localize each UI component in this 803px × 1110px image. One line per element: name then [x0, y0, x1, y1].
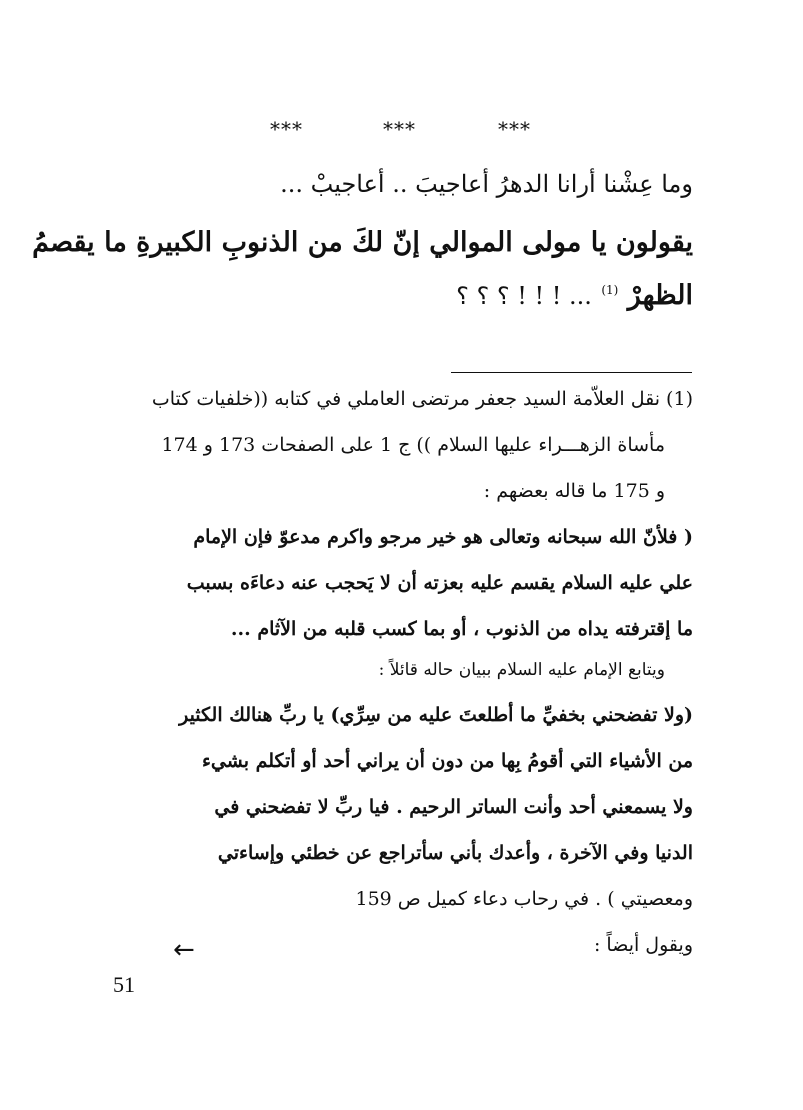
footnote-line-7: ويتابع الإمام عليه السلام ببيان حاله قائلاً :: [378, 660, 665, 680]
stars-group-2: ***: [383, 117, 416, 141]
footnote-line-3: و 175 ما قاله بعضهم :: [483, 480, 665, 502]
footnote-line-8: (ولا تفضحني بخفيِّ ما أطلعتَ عليه من سِرِّي) يا ربِّ هنالك الكثير: [179, 704, 693, 726]
footnote-line-11: الدنيا وفي الآخرة ، وأعدك بأني سأتراجع عن خطئي وإساءتي: [217, 842, 693, 864]
footnote-separator: [451, 372, 692, 373]
footnote-line-4: ( فلأنّ الله سبحانه وتعالى هو خير مرجو واكرم مدعوّ فإن الإمام: [193, 526, 693, 548]
footnote-line-2: مأساة الزهـــراء عليها السلام )) ج 1 على الصفحات 173 و 174: [161, 434, 665, 456]
footnote-line-9: من الأشياء التي أقومُ بِها من دون أن يراني أحد أو أتكلم بشيء: [201, 750, 693, 772]
stars-group-1: ***: [270, 117, 303, 141]
verse-line-3: [93, 280, 693, 311]
footnote-line-10: ولا يسمعني أحد وأنت الساتر الرحيم . فيا ربِّ لا تفضحني في: [214, 796, 693, 818]
footnote-line-5: علي عليه السلام يقسم عليه بعزته أن لا يَحجب عنه دعاءَه بسبب: [186, 572, 693, 594]
stars-group-3: ***: [498, 117, 531, 141]
footnote-line-1: (1) نقل العلاّمة السيد جعفر مرتضى العاملي في كتابه ((خلفيات كتاب: [151, 388, 693, 410]
footnote-line-12: ومعصيتي ) . في رحاب دعاء كميل ص 159: [355, 888, 693, 910]
verse-line-3-tail: ... ! ! ! ؟ ؟ ؟: [456, 282, 592, 310]
verse-line-2: يقولون يا مولى الموالي إنّ لكَ من الذنوبِ الكبيرةِ ما يقصمُ: [32, 227, 693, 258]
continue-arrow-icon: ←: [173, 935, 195, 965]
verse-line-1: وما عِشْنا أرانا الدهرُ أعاجيبَ .. أعاجيبْ ...: [280, 170, 693, 198]
footnote-line-13: ويقول أيضاً :: [593, 934, 693, 956]
verse-line-3-text: الظهرْ: [627, 280, 693, 311]
footnote-marker: (1): [601, 283, 619, 297]
star-separator: [0, 117, 803, 141]
footnote-line-6: ما إقترفته يداه من الذنوب ، أو بما كسب قلبه من الآثام ...: [230, 618, 693, 640]
page-number: 51: [113, 972, 135, 997]
